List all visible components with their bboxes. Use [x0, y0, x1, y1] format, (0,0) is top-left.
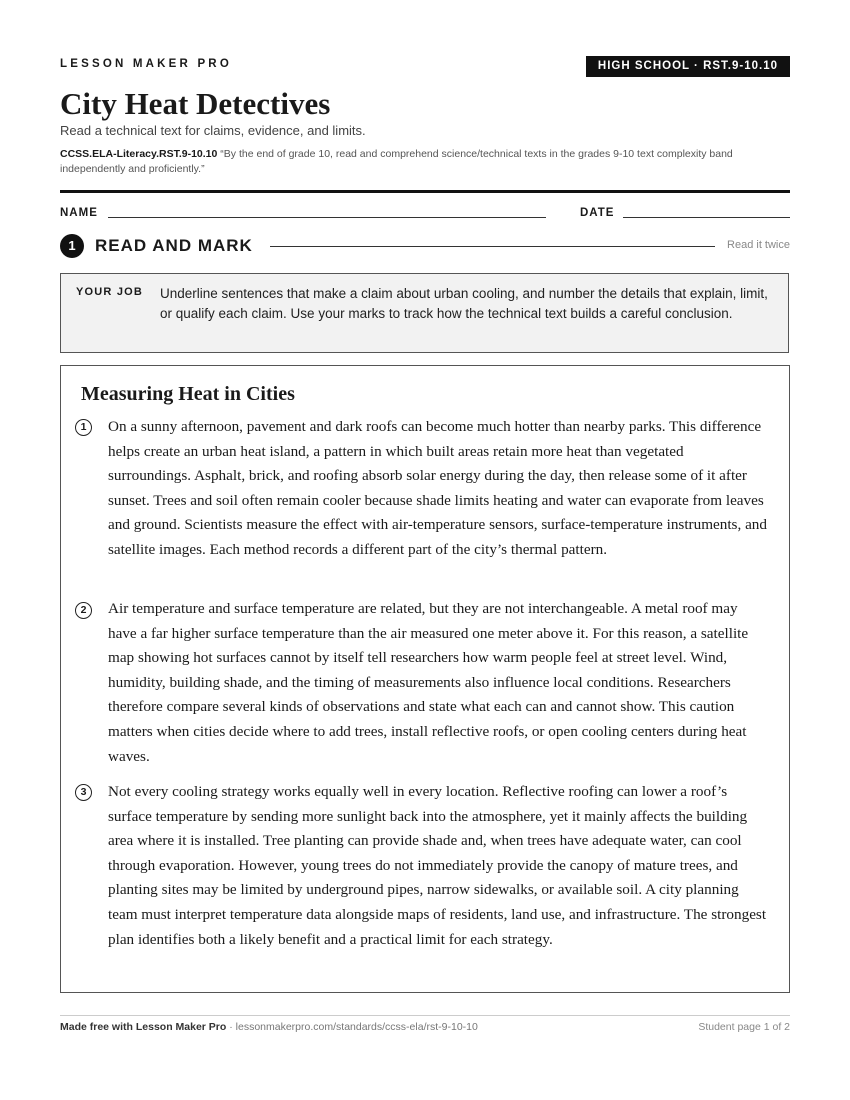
worksheet-subtitle: Read a technical text for claims, evidence, and limits.: [60, 123, 366, 138]
name-field[interactable]: [108, 217, 546, 218]
footer-made-with: Made free with Lesson Maker Pro: [60, 1021, 227, 1033]
brand-name: LESSON MAKER PRO: [60, 58, 232, 70]
page-indicator: Student page 1 of 2: [698, 1021, 790, 1033]
standard-statement: [60, 147, 780, 177]
section-note: Read it twice: [727, 239, 790, 251]
header-divider: [60, 190, 790, 193]
passage-paragraph: On a sunny afternoon, pavement and dark roofs can become much hotter than nearby parks. This difference helps create an urban heat island, a pattern in which built areas retain more heat than vegetated surroundings. Asphalt, brick, and roofing absorb solar energy during the day, then release some of it after sunset. Trees and soil often remain cooler because shade limits heating and water can evaporate from leaves and ground. Scientists measure the effect with air-temperature sensors, surface-temperature instruments, and satellite images. Each method records a different part of the city’s thermal pattern.: [108, 418, 767, 558]
footer-divider: [60, 1015, 790, 1016]
header-top: [60, 56, 790, 78]
footer-url[interactable]: lessonmakerpro.com/standards/ccss-ela/rst-9-10-10: [235, 1021, 478, 1033]
section-title: READ AND MARK: [95, 236, 253, 255]
name-label: NAME: [60, 207, 98, 219]
passage-title: Measuring Heat in Cities: [81, 383, 295, 405]
passage-paragraph: Not every cooling strategy works equally well in every location. Reflective roofing can lower a roof’s surface temperature by sending more sunlight back into the atmosphere, yet it mainly affects the building area where it is installed. Tree planting can provide shade and, when trees have adequate water, can cool through evaporation. However, young trees do not immediately provide the canopy of mature trees, and planting sites may be limited by underground pipes, narrow sidewalks, or available soil. A city planning team must interpret temperature data alongside maps of residents, land use, and infrastructure. The strongest plan identifies both a likely benefit and a practical limit for each strategy.: [108, 783, 767, 948]
grade-standard-badge: HIGH SCHOOL · RST.9-10.10: [586, 56, 790, 77]
footer-separator: ·: [226, 1021, 236, 1033]
section-number: 1: [60, 234, 84, 258]
paragraph-number: 1: [75, 419, 92, 436]
date-field[interactable]: [623, 217, 790, 218]
instructions-text: Underline sentences that make a claim about urban cooling, and number the details that explain, limit, or qualify each claim. Use your marks to track how the technical text builds a careful conclusion.: [160, 286, 768, 321]
section-rule: [270, 246, 715, 247]
paragraph-number: 3: [75, 784, 92, 801]
section-header: [60, 234, 790, 260]
worksheet-title: City Heat Detectives: [60, 86, 331, 121]
paragraph-number: 2: [75, 602, 92, 619]
footer-credit: [60, 1021, 478, 1033]
name-date-row: [60, 205, 790, 223]
instructions-box: [60, 273, 789, 353]
passage-paragraph: Air temperature and surface temperature are related, but they are not interchangeable. A metal roof may have a far higher surface temperature than the air measured one meter above it. For this reason, a satellite map showing hot surfaces cannot by itself tell researchers how warm people feel at street level. Wind, humidity, building shade, and the timing of measurements also influence local conditions. Researchers therefore compare several kinds of observations and state what each can and cannot show. This caution matters when cities decide where to add trees, install reflective roofs, or open cooling centers during heat waves.: [108, 600, 749, 765]
date-label: DATE: [580, 207, 615, 219]
standard-code: CCSS.ELA-Literacy.RST.9-10.10: [60, 148, 218, 160]
standard-text: “By the end of grade 10, read and comprehend science/technical texts in the grades 9-10 text complexity band independently and proficiently.”: [60, 148, 733, 175]
reading-passage: [60, 365, 790, 993]
instructions-label: YOUR JOB: [76, 286, 144, 298]
